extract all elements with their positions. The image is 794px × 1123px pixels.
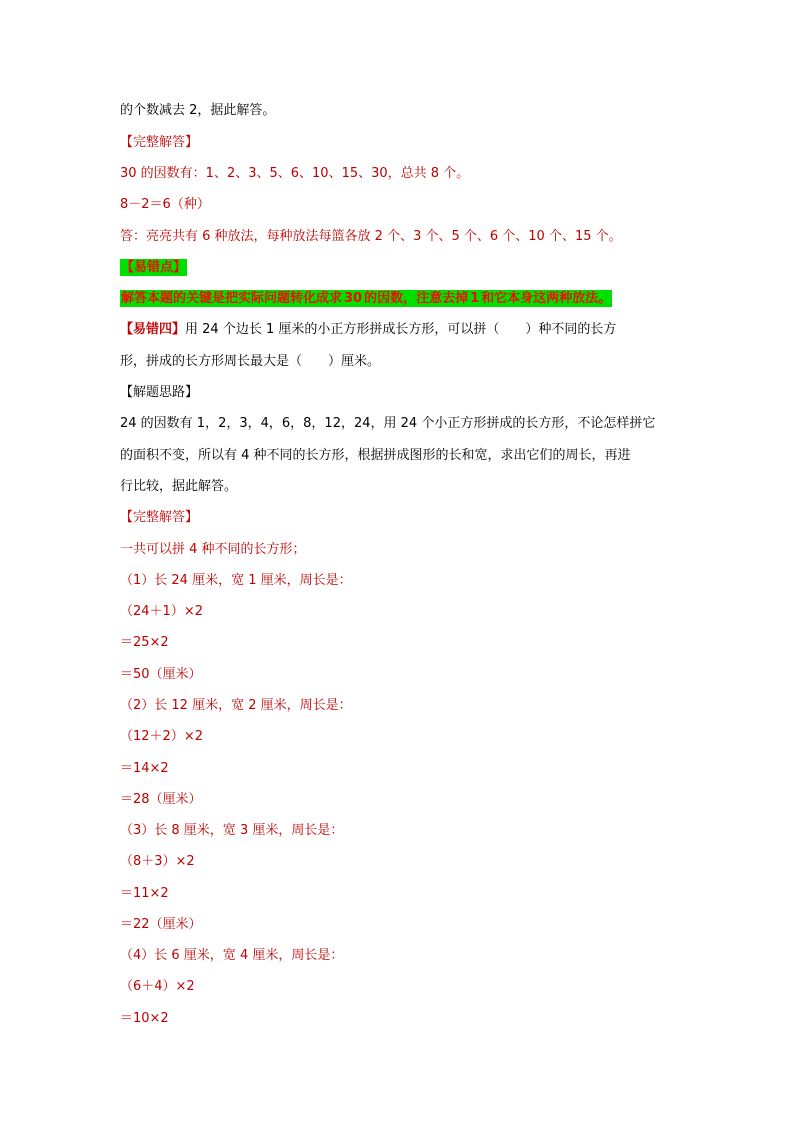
line-text: （1）长 24 厘米，宽 1 厘米，周长是： <box>120 573 352 588</box>
heading-complete-answer: 【完整解答】 <box>120 135 199 150</box>
line-text: 8－2＝6（种） <box>120 197 210 212</box>
answer-line <box>120 821 680 841</box>
line-text: ＝25×2 <box>120 635 169 650</box>
answer-line <box>120 946 680 966</box>
line-text: ＝50（厘米） <box>120 667 202 682</box>
line-text: 30 的因数有：1、2、3、5、6、10、15、30，总共 8 个。 <box>120 166 470 181</box>
question-text: 用 24 个边长 1 厘米的小正方形拼成长方形，可以拼（ ）种不同的长方 <box>185 322 617 337</box>
line-text: 一共可以拼 4 种不同的长方形； <box>120 542 306 557</box>
section-heading <box>120 508 680 528</box>
answer-line <box>120 915 680 935</box>
line-text: ＝14×2 <box>120 761 169 776</box>
answer-line <box>120 696 680 716</box>
note-text: 和它本身这两种放法。 <box>481 291 612 306</box>
error-point-heading <box>120 258 680 278</box>
question-line <box>120 320 680 340</box>
question-tag: 【易错四】 <box>120 322 186 337</box>
question-line <box>120 352 680 372</box>
text-line <box>120 446 680 466</box>
question-text: 形，拼成的长方形周长最大是（ ）厘米。 <box>120 354 381 369</box>
section-heading <box>120 383 680 403</box>
line-text: 行比较，据此解答。 <box>120 479 238 494</box>
line-text: （3）长 8 厘米，宽 3 厘米，周长是： <box>120 823 344 838</box>
line-text: （2）长 12 厘米，宽 2 厘米，周长是： <box>120 698 352 713</box>
heading-error-point: 【易错点】 <box>121 260 187 275</box>
answer-line <box>120 633 680 653</box>
answer-line <box>120 602 680 622</box>
answer-line <box>120 665 680 685</box>
answer-line <box>120 195 680 215</box>
answer-line <box>120 790 680 810</box>
answer-line <box>120 164 680 184</box>
line-text: （8＋3）×2 <box>120 854 195 869</box>
line-text: 答：亮亮共有 6 种放法，每种放法每篮各放 2 个、3 个、5 个、6 个、10 个、15 个。 <box>120 229 622 244</box>
note-text: 的因数，注意去掉 <box>364 291 469 306</box>
line-text: （24＋1）×2 <box>120 604 203 619</box>
line-text: ＝11×2 <box>120 886 169 901</box>
line-text: ＝28（厘米） <box>120 792 202 807</box>
note-text: 解答本题的关键是把实际问题转化成求 <box>121 291 343 306</box>
heading-solution-idea: 【解题思路】 <box>120 385 199 400</box>
section-heading <box>120 133 680 153</box>
line-text: （6＋4）×2 <box>120 979 195 994</box>
line-text: （12＋2）×2 <box>120 729 203 744</box>
error-point-note <box>120 289 680 309</box>
line-text: （4）长 6 厘米，宽 4 厘米，周长是： <box>120 948 344 963</box>
answer-line <box>120 227 680 247</box>
answer-line <box>120 852 680 872</box>
note-number: 30 <box>344 291 363 306</box>
line-text: 的面积不变，所以有 4 种不同的长方形，根据拼成图形的长和宽，求出它们的周长，再进 <box>120 448 631 463</box>
line-text: ＝10×2 <box>120 1011 169 1026</box>
answer-line <box>120 727 680 747</box>
line-text: 24 的因数有 1，2，3，4，6，8，12，24，用 24 个小正方形拼成的长方形，不论怎样拼它 <box>120 416 656 431</box>
note-number: 1 <box>470 291 480 306</box>
text-line <box>120 477 680 497</box>
line-text: ＝22（厘米） <box>120 917 202 932</box>
answer-line <box>120 759 680 779</box>
answer-line <box>120 540 680 560</box>
answer-line <box>120 1009 680 1029</box>
heading-complete-answer: 【完整解答】 <box>120 510 199 525</box>
answer-line <box>120 884 680 904</box>
answer-line <box>120 977 680 997</box>
line-text: 的个数减去 2，据此解答。 <box>120 103 276 118</box>
text-line <box>120 414 680 434</box>
text-line <box>120 101 680 121</box>
answer-line <box>120 571 680 591</box>
